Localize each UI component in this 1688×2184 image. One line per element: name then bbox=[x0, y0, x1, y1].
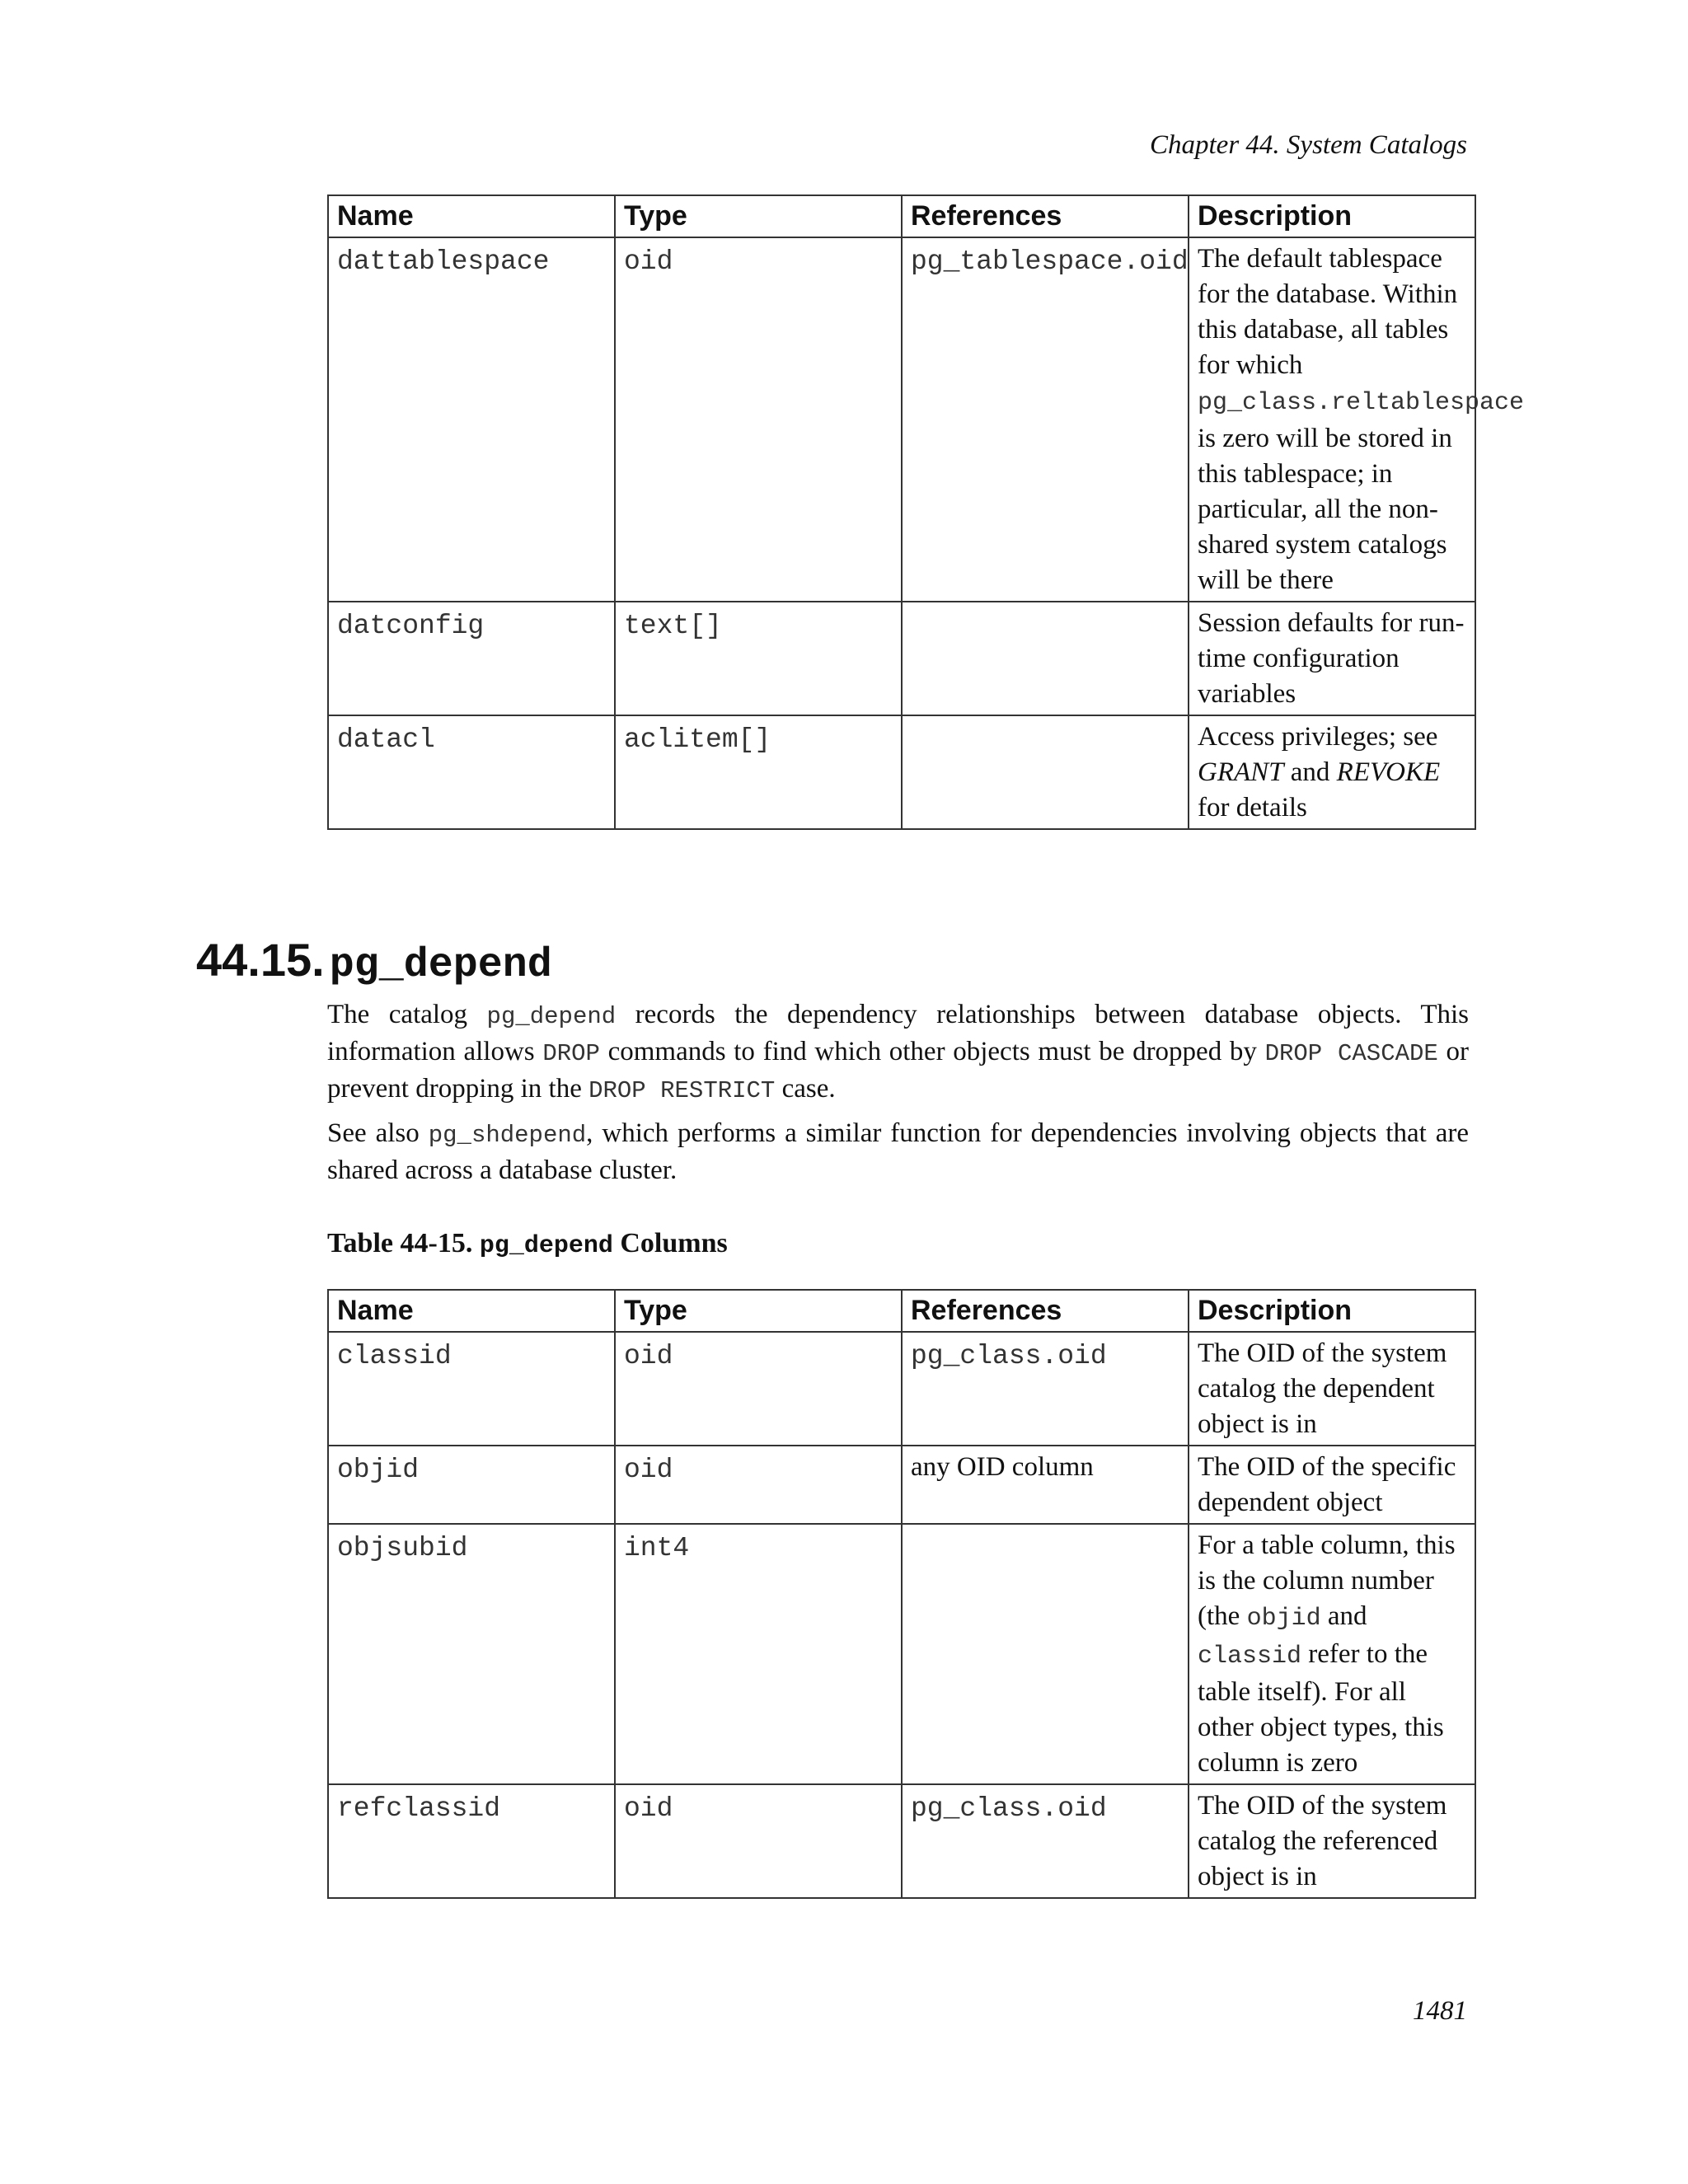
description-text: for details bbox=[1198, 793, 1307, 823]
section-number: 44.15. bbox=[196, 933, 325, 986]
section-heading bbox=[196, 933, 552, 989]
text-run: , which performs a similar function for dependencies involving objects that are shared across a database cluster. bbox=[327, 1118, 1470, 1185]
paragraph-intro bbox=[327, 997, 1469, 1108]
column-header-name: Name bbox=[328, 195, 615, 237]
code-run: DROP CASCADE bbox=[1264, 1040, 1438, 1067]
column-header-description: Description bbox=[1189, 195, 1475, 237]
code-run: pg_depend bbox=[486, 1003, 617, 1030]
text-run: See also bbox=[327, 1118, 429, 1148]
cell-type: int4 bbox=[615, 1524, 902, 1784]
table-row bbox=[328, 1784, 1475, 1898]
cell-name: objsubid bbox=[328, 1524, 615, 1784]
paragraph-see-also bbox=[327, 1116, 1469, 1188]
column-header-type: Type bbox=[615, 195, 902, 237]
cell-name: refclassid bbox=[328, 1784, 615, 1898]
cell-references: pg_tablespace.oid bbox=[902, 237, 1189, 602]
cell-description bbox=[1189, 715, 1475, 829]
description-code: objid bbox=[1246, 1605, 1321, 1633]
cell-description: Session defaults for run-time configuration variables bbox=[1189, 602, 1475, 715]
description-text: and bbox=[1283, 757, 1337, 787]
description-link-revoke: REVOKE bbox=[1336, 757, 1441, 787]
cell-type: text[] bbox=[615, 602, 902, 715]
description-text: The default tablespace for the database. Within this database, all tables for which bbox=[1198, 244, 1458, 380]
pg-depend-columns-table bbox=[327, 1289, 1476, 1899]
description-text: refer to the table itself). For all other object types, this column is zero bbox=[1198, 1639, 1444, 1778]
description-link-grant: GRANT bbox=[1198, 757, 1284, 787]
description-text: is zero will be stored in this tablespace; in particular, all the non-shared system catalogs will be there bbox=[1198, 424, 1452, 595]
cell-references bbox=[902, 1524, 1189, 1784]
text-run: case. bbox=[775, 1074, 836, 1104]
cell-name: datconfig bbox=[328, 602, 615, 715]
cell-type: oid bbox=[615, 1446, 902, 1524]
description-text: and bbox=[1320, 1601, 1367, 1631]
table-row bbox=[328, 602, 1475, 715]
cell-type: oid bbox=[615, 1784, 902, 1898]
table-row bbox=[328, 1332, 1475, 1446]
description-text: Access privileges; see bbox=[1198, 722, 1438, 752]
text-run: The catalog bbox=[327, 1000, 487, 1029]
caption-prefix: Table 44-15. bbox=[327, 1228, 480, 1258]
caption-suffix: Columns bbox=[612, 1228, 728, 1258]
text-run: commands to find which other objects must be dropped by bbox=[599, 1037, 1265, 1066]
cell-name: objid bbox=[328, 1446, 615, 1524]
code-run: pg_shdepend bbox=[428, 1122, 587, 1149]
page-number: 1481 bbox=[1413, 1996, 1467, 2026]
caption-name: pg_depend bbox=[479, 1232, 613, 1260]
table-row bbox=[328, 237, 1475, 602]
code-run: DROP RESTRICT bbox=[588, 1077, 776, 1104]
cell-type: aclitem[] bbox=[615, 715, 902, 829]
cell-type: oid bbox=[615, 1332, 902, 1446]
section-name: pg_depend bbox=[329, 941, 552, 989]
cell-references bbox=[902, 715, 1189, 829]
table-row bbox=[328, 715, 1475, 829]
column-header-references: References bbox=[902, 1290, 1189, 1332]
column-header-type: Type bbox=[615, 1290, 902, 1332]
cell-description: The OID of the specific dependent object bbox=[1189, 1446, 1475, 1524]
table-header-row bbox=[328, 195, 1475, 237]
text-run: or prevent dropping in the bbox=[327, 1037, 1469, 1104]
cell-description bbox=[1189, 237, 1525, 602]
column-header-references: References bbox=[902, 195, 1189, 237]
description-code: pg_class.reltablespace bbox=[1198, 389, 1525, 417]
cell-type: oid bbox=[615, 237, 902, 602]
table-header-row bbox=[328, 1290, 1475, 1332]
cell-references: pg_class.oid bbox=[902, 1784, 1189, 1898]
description-code: classid bbox=[1198, 1643, 1302, 1671]
cell-name: classid bbox=[328, 1332, 615, 1446]
code-run: DROP bbox=[542, 1040, 600, 1067]
table-row bbox=[328, 1446, 1475, 1524]
cell-description: The OID of the system catalog the dependent object is in bbox=[1189, 1332, 1475, 1446]
cell-description bbox=[1189, 1524, 1475, 1784]
cell-references bbox=[902, 602, 1189, 715]
text-run: records the dependency relationships between database objects. This information allows bbox=[327, 1000, 1469, 1066]
description-text: For a table column, this is the column number (the bbox=[1198, 1530, 1456, 1631]
running-header: Chapter 44. System Catalogs bbox=[1150, 130, 1467, 160]
column-header-name: Name bbox=[328, 1290, 615, 1332]
cell-references: any OID column bbox=[902, 1446, 1189, 1524]
table-row bbox=[328, 1524, 1475, 1784]
cell-references: pg_class.oid bbox=[902, 1332, 1189, 1446]
cell-description: The OID of the system catalog the referenced object is in bbox=[1189, 1784, 1475, 1898]
column-header-description: Description bbox=[1189, 1290, 1475, 1332]
cell-name: dattablespace bbox=[328, 237, 615, 602]
cell-name: datacl bbox=[328, 715, 615, 829]
table-caption bbox=[327, 1228, 728, 1260]
pg-database-columns-table bbox=[327, 194, 1525, 830]
